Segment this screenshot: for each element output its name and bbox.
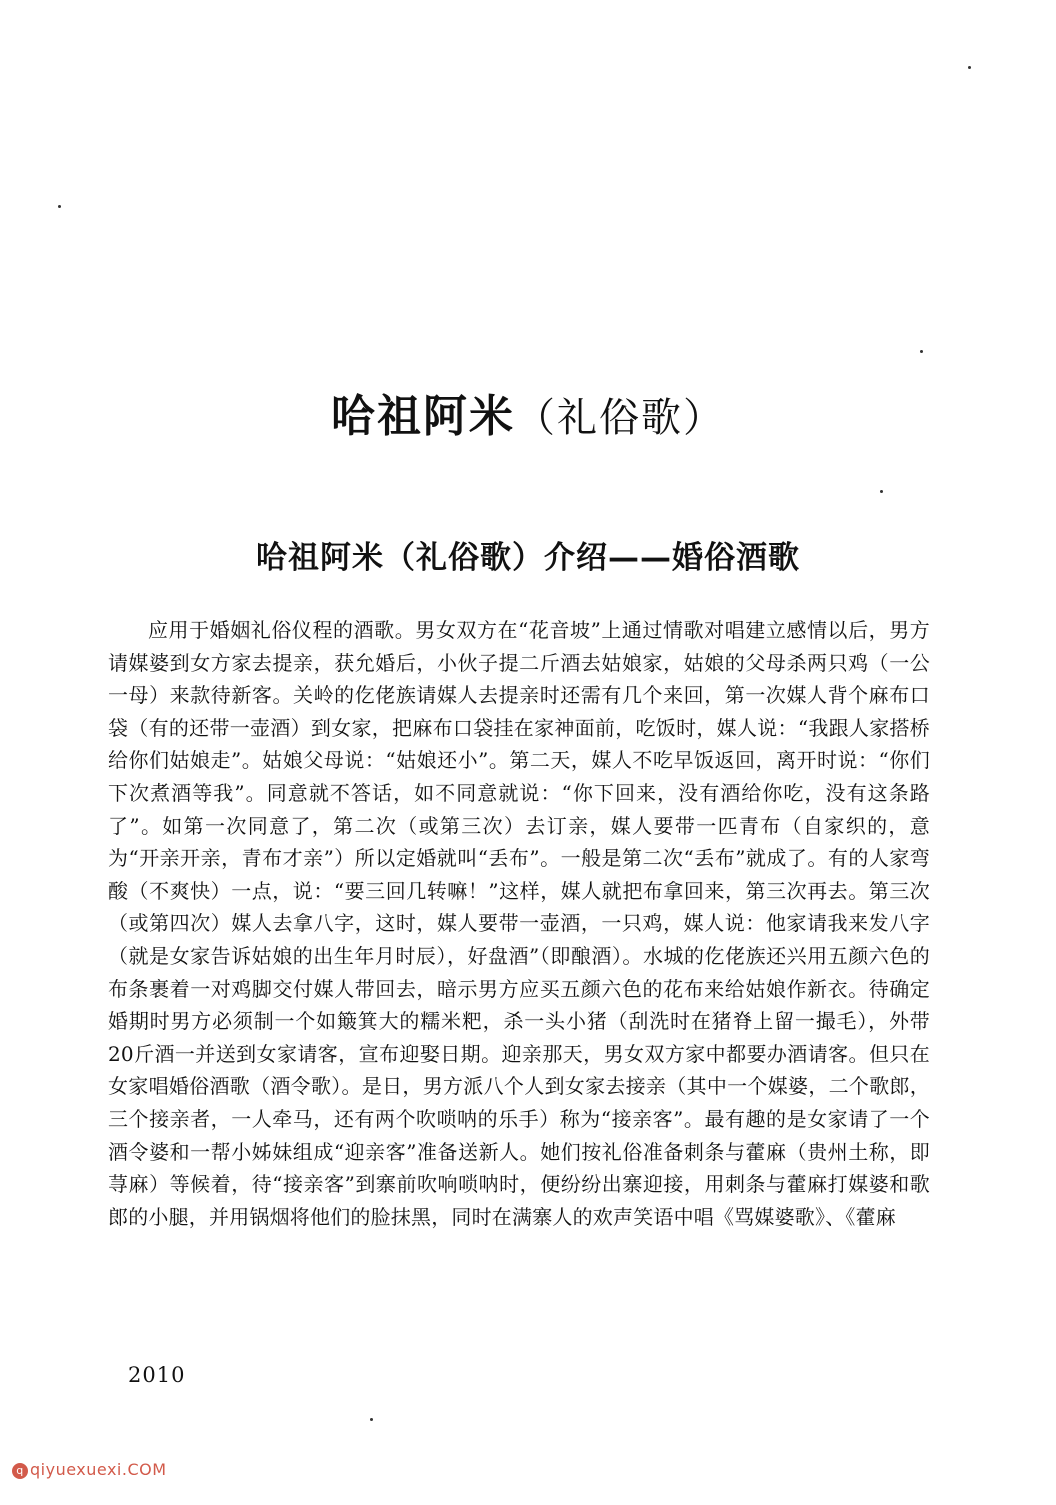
page-title <box>0 380 1056 444</box>
title-sub: （礼俗歌） <box>515 395 725 441</box>
title-main: 哈祖阿米 <box>331 391 515 442</box>
site-watermark <box>12 1460 167 1479</box>
body-paragraph: 应用于婚姻礼俗仪程的酒歌。男女双方在“花音坡”上通过情歌对唱建立感情以后，男方请媒婆到女方家去提亲，获允婚后，小伙子提二斤酒去姑娘家，姑娘的父母杀两只鸡（一公一母）来款待新客。关岭的仡佬族请媒人去提亲时还需有几个来回，第一次媒人背个麻布口袋（有的还带一壶酒）到女家，把麻布口袋挂在家神面前，吃饭时，媒人说：“我跟人家搭桥给你们姑娘走”。姑娘父母说：“姑娘还小”。第二天，媒人不吃早饭返回，离开时说：“你们下次煮酒等我”。同意就不答话，如不同意就说：“你下回来，没有酒给你吃，没有这条路了”。如第一次同意了，第二次（或第三次）去订亲，媒人要带一匹青布（自家织的，意为“开亲开亲，青布才亲”）所以定婚就叫“丢布”。一般是第二次“丢布”就成了。有的人家弯酸（不爽快）一点，说：“要三回几转嘛！”这样，媒人就把布拿回来，第三次再去。第三次（或第四次）媒人去拿八字，这时，媒人要带一壶酒，一只鸡，媒人说：他家请我来发八字（就是女家告诉姑娘的出生年月时辰），好盘酒”（即酿酒）。水城的仡佬族还兴用五颜六色的布条裹着一对鸡脚交付媒人带回去，暗示男方应买五颜六色的花布来给姑娘作新衣。待确定婚期时男方必须制一个如簸箕大的糯米粑，杀一头小猪（刮洗时在猪脊上留一撮毛），外带20斤酒一并送到女家请客，宣布迎娶日期。迎亲那天，男女双方家中都要办酒请客。但只在女家唱婚俗酒歌（酒令歌）。是日，男方派八个人到女家去接亲（其中一个媒婆，二个歌郎，三个接亲者，一人牵马，还有两个吹唢呐的乐手）称为“接亲客”。最有趣的是女家请了一个酒令婆和一帮小姊妹组成“迎亲客”准备送新人。她们按礼俗准备刺条与藿麻（贵州土称，即荨麻）等候着，待“接亲客”到寨前吹响唢呐时，便纷纷出寨迎接，用刺条与藿麻打媒婆和歌郎的小腿，并用锅烟将他们的脸抹黑，同时在满寨人的欢声笑语中唱《骂媒婆歌》、《藿麻 <box>108 618 930 1229</box>
watermark-logo-icon: q <box>12 1463 28 1479</box>
section-heading: 哈祖阿米（礼俗歌）介绍——婚俗酒歌 <box>256 540 800 576</box>
page-number: 2010 <box>128 1363 186 1387</box>
watermark-text: qiyuexuexi.COM <box>30 1460 167 1479</box>
